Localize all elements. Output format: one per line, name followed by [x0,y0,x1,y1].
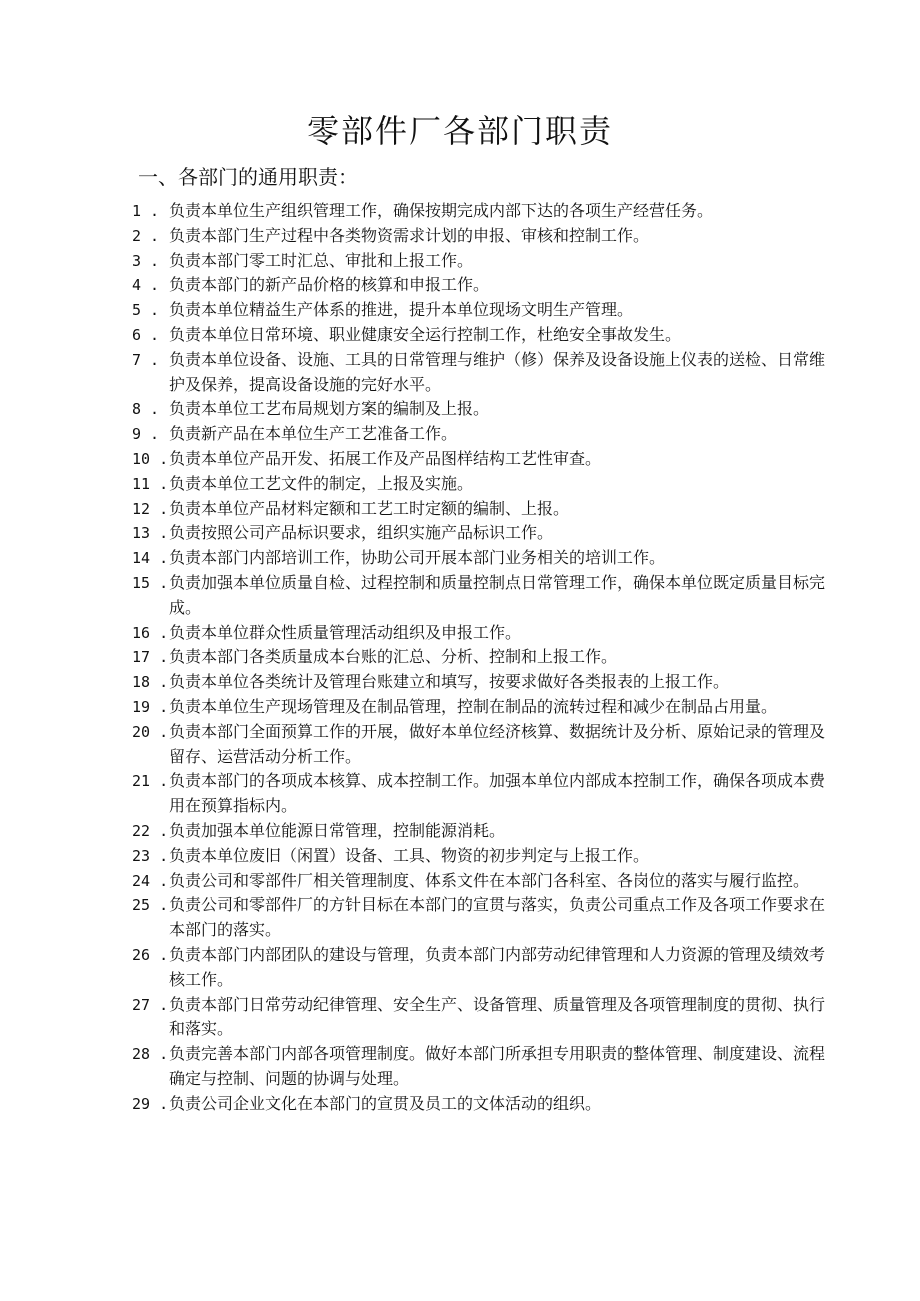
list-item-number: 29 . [132,1094,169,1113]
list-item [132,769,829,819]
list-item-text: 负责本单位生产组织管理工作，确保按期完成内部下达的各项生产经营任务。 [169,201,714,220]
list-item-text: 负责新产品在本单位生产工艺准备工作。 [169,424,458,444]
list-item-text: 负责加强本单位能源日常管理，控制能源消耗。 [169,820,506,840]
list-item [132,621,829,646]
list-item [132,348,829,398]
list-item-number: 3 . [132,251,160,270]
list-item-number: 26 . [132,945,169,964]
list-item-number: 25 . [132,896,169,915]
list-item-number: 17 . [132,648,169,667]
list-item-number: 15 . [132,573,169,592]
list-item [132,670,829,695]
list-item-text: 负责本单位工艺布局规划方案的编制及上报。 [169,399,490,419]
list-item-text: 负责本部门各类质量成本台账的汇总、分析、控制和上报工作。 [169,647,618,667]
list-item [132,943,829,993]
list-item [132,323,829,348]
list-item-number: 23 . [132,846,169,865]
list-item-text: 负责本单位日常环境、职业健康安全运行控制工作，杜绝安全事故发生。 [169,324,682,344]
list-item [132,893,829,943]
list-item-text: 负责本单位废旧（闲置）设备、工具、物资的初步判定与上报工作。 [169,845,650,865]
list-item [132,645,829,670]
list-item-number: 11 . [132,474,169,493]
list-item [132,844,829,869]
list-item-text: 负责本单位各类统计及管理台账建立和填写，按要求做好各类报表的上报工作。 [169,672,730,692]
list-item-number: 14 . [132,549,169,568]
list-item-text: 负责公司企业文化在本部门的宣贯及员工的文体活动的组织。 [169,1093,602,1113]
list-item [132,422,829,447]
list-item [132,993,829,1043]
list-item-text: 负责本单位产品开发、拓展工作及产品图样结构工艺性审查。 [169,448,602,468]
duty-list [132,199,826,1116]
list-item [132,249,829,274]
list-item-text: 负责本单位精益生产体系的推进，提升本单位现场文明生产管理。 [169,300,634,320]
list-item-text: 负责本单位生产现场管理及在制品管理，控制在制品的流转过程和减少在制品占用量。 [169,696,778,716]
list-item-text: 负责公司和零部件厂的方针目标在本部门的宣贯与落实，负责公司重点工作及各项工作要求在本部门的落实。 [169,895,826,940]
list-item-number: 8 . [132,400,160,419]
list-item-text: 负责本部门全面预算工作的开展，做好本单位经济核算、数据统计及分析、原始记录的管理及留存、运营活动分析工作。 [169,721,826,766]
list-item-text: 负责本部门零工时汇总、审批和上报工作。 [169,250,474,270]
list-item-number: 18 . [132,673,169,692]
list-item-text: 负责本单位群众性质量管理活动组织及申报工作。 [169,622,522,642]
list-item-text: 负责本部门的新产品价格的核算和申报工作。 [169,275,490,295]
list-item [132,546,829,571]
list-item [132,199,829,224]
list-item-number: 24 . [132,871,169,890]
list-item [132,819,829,844]
list-item [132,224,829,249]
list-item-text: 负责按照公司产品标识要求，组织实施产品标识工作。 [169,523,554,543]
list-item-text: 负责本部门日常劳动纪律管理、安全生产、设备管理、质量管理及各项管理制度的贯彻、执行和落实。 [169,994,826,1039]
list-item-number: 20 . [132,722,169,741]
list-item [132,720,829,770]
list-item-number: 1 . [132,202,160,220]
list-item-text: 负责本部门内部团队的建设与管理，负责本部门内部劳动纪律管理和人力资源的管理及绩效考核工作。 [169,944,826,989]
list-item-number: 7 . [132,350,160,369]
list-item [132,472,829,497]
list-item-text: 负责加强本单位质量自检、过程控制和质量控制点日常管理工作，确保本单位既定质量目标完成。 [169,572,826,617]
list-item-number: 28 . [132,1045,169,1064]
list-item [132,397,829,422]
list-item-number: 19 . [132,697,169,716]
list-item-number: 16 . [132,623,169,642]
list-item-number: 13 . [132,524,169,543]
list-item-text: 负责完善本部门内部各项管理制度。做好本部门所承担专用职责的整体管理、制度建设、流程确定与控制、问题的协调与处理。 [169,1044,826,1088]
list-item-text: 负责本单位产品材料定额和工艺工时定额的编制、上报。 [169,498,570,518]
list-item-number: 21 . [132,772,169,791]
list-item-text: 负责本部门内部培训工作，协助公司开展本部门业务相关的培训工作。 [169,548,666,568]
list-item-number: 10 . [132,449,169,468]
list-item-text: 负责本部门的各项成本核算、成本控制工作。加强本单位内部成本控制工作，确保各项成本费用在预算指标内。 [169,771,826,816]
list-item [132,695,829,720]
section-heading: 一、各部门的通用职责： [138,165,358,189]
list-item-number: 2 . [132,226,160,245]
list-item-number: 5 . [132,301,160,320]
list-item [132,447,829,472]
list-item [132,273,829,298]
list-item-number: 6 . [132,325,160,344]
list-item-text: 负责公司和零部件厂相关管理制度、体系文件在本部门各科室、各岗位的落实与履行监控。 [169,870,810,890]
list-item [132,1092,829,1117]
list-item-number: 22 . [132,821,169,840]
list-item [132,497,829,522]
list-item [132,571,829,621]
list-item-number: 27 . [132,995,169,1014]
list-item [132,521,829,546]
list-item [132,869,829,894]
list-item-text: 负责本部门生产过程中各类物资需求计划的申报、审核和控制工作。 [169,225,650,245]
list-item-number: 12 . [132,499,169,518]
page-title: 零部件厂各部门职责 [306,112,613,150]
list-item-number: 9 . [132,425,160,444]
list-item-text: 负责本单位工艺文件的制定，上报及实施。 [169,473,474,493]
list-item [132,298,829,323]
list-item-text: 负责本单位设备、设施、工具的日常管理与维护（修）保养及设备设施上仪表的送检、日常维护及保养，提高设备设施的完好水平。 [169,349,826,394]
list-item [132,1042,829,1092]
list-item-number: 4 . [132,276,160,295]
